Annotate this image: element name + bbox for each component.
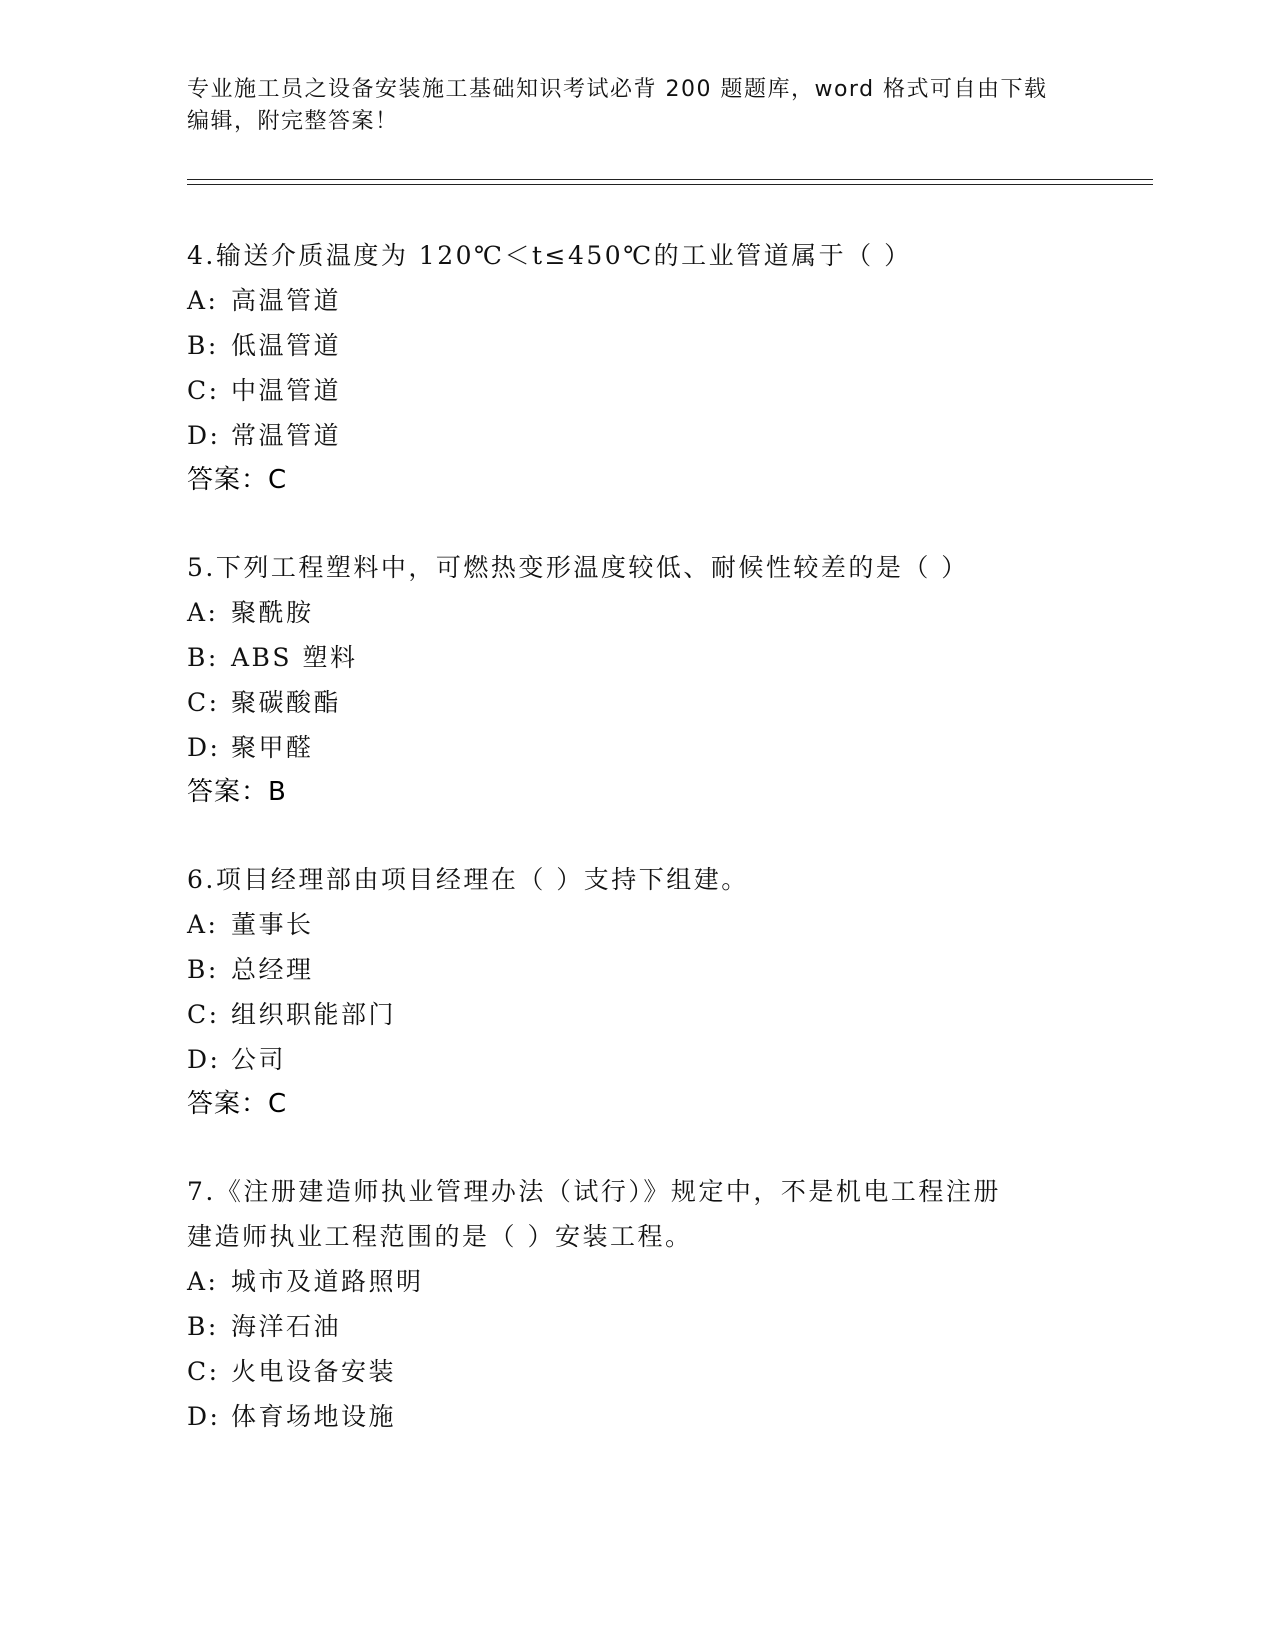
option-b [187, 1304, 1087, 1349]
option-list [187, 902, 1087, 1082]
header-line-2: 编辑，附完整答案！ [187, 109, 399, 134]
header-divider-top [187, 179, 1153, 180]
option-text: 低温管道 [231, 331, 342, 360]
question-stem [187, 545, 1087, 590]
question-list [187, 233, 1087, 1481]
question-stem-line: 6.项目经理部由项目经理在（ ）支持下组建。 [187, 865, 749, 894]
option-b [187, 947, 1087, 992]
option-text: 聚甲醛 [231, 733, 314, 762]
option-a [187, 590, 1087, 635]
option-text: 海洋石油 [231, 1312, 342, 1341]
question-stem [187, 857, 1087, 902]
option-key: B: [187, 955, 219, 984]
option-list [187, 590, 1087, 770]
option-text: 董事长 [231, 910, 314, 939]
option-text: 中温管道 [231, 376, 342, 405]
answer-label: 答案：C [187, 465, 288, 495]
header-divider-bottom [187, 184, 1153, 185]
option-b [187, 323, 1087, 368]
answer-label: 答案：B [187, 777, 287, 807]
option-c [187, 1349, 1087, 1394]
option-key: A: [187, 286, 219, 315]
option-key: B: [187, 1312, 219, 1341]
option-d [187, 1037, 1087, 1082]
option-key: D: [187, 733, 221, 762]
option-key: C: [187, 376, 220, 405]
header-line-1: 专业施工员之设备安装施工基础知识考试必背 200 题题库，word 格式可自由下载 [187, 77, 1048, 102]
question-5 [187, 545, 1087, 815]
answer-label: 答案：C [187, 1089, 288, 1119]
option-a [187, 902, 1087, 947]
option-c [187, 680, 1087, 725]
option-key: A: [187, 1267, 219, 1296]
option-c [187, 992, 1087, 1037]
question-stem-line: 5.下列工程塑料中，可燃热变形温度较低、耐候性较差的是（ ） [187, 553, 969, 582]
option-key: D: [187, 1402, 221, 1431]
option-key: D: [187, 421, 221, 450]
option-text: 聚碳酸酯 [231, 688, 342, 717]
option-text: 组织职能部门 [231, 1000, 397, 1029]
option-a [187, 278, 1087, 323]
option-d [187, 413, 1087, 458]
option-text: 总经理 [231, 955, 314, 984]
question-stem-line: 建造师执业工程范围的是（ ）安装工程。 [187, 1222, 693, 1251]
option-text: ABS 塑料 [231, 643, 358, 672]
question-7 [187, 1169, 1087, 1439]
option-key: A: [187, 910, 219, 939]
option-list [187, 278, 1087, 458]
question-4 [187, 233, 1087, 503]
option-text: 常温管道 [231, 421, 342, 450]
question-stem [187, 233, 1087, 278]
option-key: B: [187, 643, 219, 672]
question-stem-line: 7.《注册建造师执业管理办法（试行）》规定中，不是机电工程注册 [187, 1177, 1001, 1206]
option-text: 火电设备安装 [231, 1357, 397, 1386]
option-key: D: [187, 1045, 221, 1074]
option-text: 公司 [231, 1045, 287, 1074]
option-key: B: [187, 331, 219, 360]
option-key: A: [187, 598, 219, 627]
question-stem-line: 4.输送介质温度为 120℃＜t≤450℃的工业管道属于（ ） [187, 241, 912, 270]
option-text: 体育场地设施 [231, 1402, 397, 1431]
option-key: C: [187, 688, 220, 717]
option-b [187, 635, 1087, 680]
option-c [187, 368, 1087, 413]
option-d [187, 725, 1087, 770]
option-text: 城市及道路照明 [231, 1267, 424, 1296]
option-a [187, 1259, 1087, 1304]
option-d [187, 1394, 1087, 1439]
option-text: 聚酰胺 [231, 598, 314, 627]
option-key: C: [187, 1357, 220, 1386]
document-header [187, 74, 1087, 138]
option-list [187, 1259, 1087, 1439]
question-6 [187, 857, 1087, 1127]
option-text: 高温管道 [231, 286, 342, 315]
question-stem [187, 1169, 1087, 1259]
option-key: C: [187, 1000, 220, 1029]
